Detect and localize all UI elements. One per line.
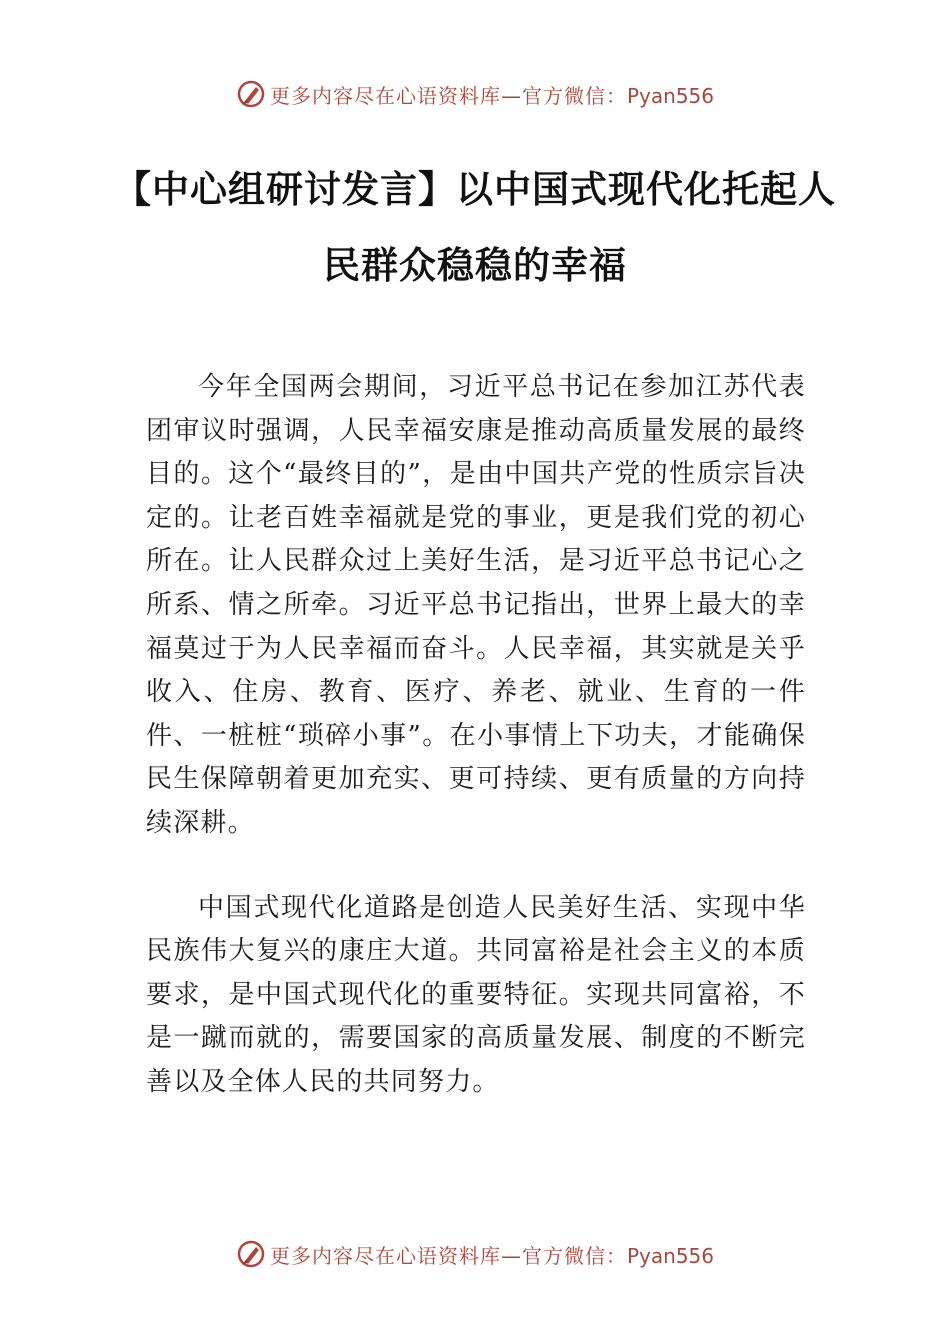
footer-banner-text: 更多内容尽在心语资料库—官方微信：Pyan556 bbox=[269, 1243, 714, 1268]
wechat-id: Pyan556 bbox=[626, 1243, 714, 1268]
pen-logo-icon bbox=[236, 1239, 266, 1269]
header-banner-text: 更多内容尽在心语资料库—官方微信：Pyan556 bbox=[269, 83, 714, 108]
title-line-1: 【中心组研讨发言】以中国式现代化托起人 bbox=[114, 168, 836, 211]
header-banner bbox=[0, 72, 950, 116]
document-body bbox=[146, 366, 806, 1146]
footer-banner bbox=[0, 1232, 950, 1276]
title-line-2: 民群众稳稳的幸福 bbox=[323, 244, 627, 287]
paragraph: 今年全国两会期间，习近平总书记在参加江苏代表团审议时强调，人民幸福安康是推动高质量发展的最终目的。这个“最终目的”，是由中国共产党的性质宗旨决定的。让老百姓幸福就是党的事业，更是我们党的初心所在。让人民群众过上美好生活，是习近平总书记心之所系、情之所牵。习近平总书记指出，世界上最大的幸福莫过于为人民幸福而奋斗。人民幸福，其实就是关乎收入、住房、教育、医疗、养老、就业、生育的一件件、一桩桩“琐碎小事”。在小事情上下功夫，才能确保民生保障朝着更加充实、更可持续、更有质量的方向持续深耕。 bbox=[146, 372, 806, 838]
document-title bbox=[100, 152, 850, 304]
wechat-id: Pyan556 bbox=[626, 83, 714, 108]
pen-logo-icon bbox=[236, 79, 266, 109]
paragraph: 中国式现代化道路是创造人民美好生活、实现中华民族伟大复兴的康庄大道。共同富裕是社会主义的本质要求，是中国式现代化的重要特征。实现共同富裕，不是一蹴而就的，需要国家的高质量发展、制度的不断完善以及全体人民的共同努力。 bbox=[146, 892, 806, 1097]
